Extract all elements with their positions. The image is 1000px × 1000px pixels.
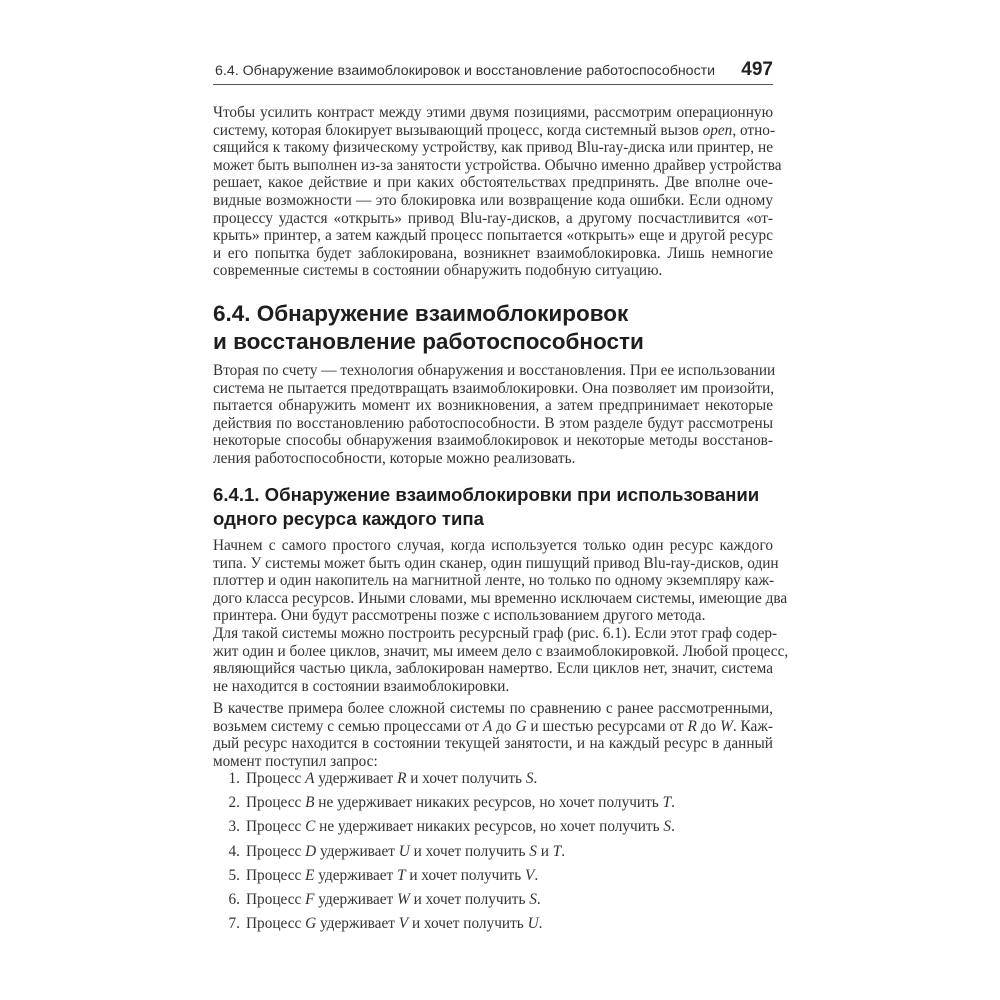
subsection-paragraph-3: [213, 700, 773, 770]
text-run: Процесс: [246, 915, 306, 933]
text-run: до: [492, 717, 516, 735]
list-number: 4.: [228, 842, 240, 860]
text-run: и хочет получить: [406, 770, 526, 787]
section-paragraph: [213, 362, 776, 468]
italic-term: A: [305, 770, 315, 787]
list-number: 5.: [228, 866, 240, 884]
text-line: жит один и более циклов, значит, мы имеем дело с взаимоблокировкой. Любой процесс,: [213, 642, 789, 660]
list-number: 1.: [228, 770, 240, 787]
list-number: 6.: [228, 890, 240, 908]
intro-paragraph: [213, 104, 782, 280]
italic-term: G: [305, 915, 317, 933]
list-item: [213, 818, 773, 842]
text-line: видные возможности — это блокировка или возвращение кода ошибки. Если одному: [213, 191, 773, 209]
text-run: удерживает: [314, 770, 398, 787]
italic-term: F: [305, 890, 315, 908]
subsection-heading-line1: 6.4.1. Обнаружение взаимоблокировки при использовании: [213, 484, 760, 505]
text-run: .: [538, 915, 543, 933]
text-line: современные системы в состоянии обнаружить подобную ситуацию.: [213, 262, 663, 280]
text-line: являющийся частью цикла, заблокирован намертво. Если циклов нет, значит, система: [213, 660, 773, 678]
text-line: плоттер и один накопитель на магнитной ленте, но только по одному экземпляру каж-: [213, 572, 775, 590]
text-run: Процесс: [246, 794, 306, 812]
list-item: [213, 794, 773, 818]
text-run: Процесс: [246, 866, 306, 884]
italic-term: D: [305, 842, 317, 860]
text-line: Для такой системы можно построить ресурсный граф (рис. 6.1). Если этот граф содер-: [213, 625, 778, 642]
italic-term: U: [527, 915, 539, 933]
text-line: дого класса ресурсов. Иными словами, мы временно исключаем системы, имеющие два: [213, 589, 788, 607]
text-run: и хочет получить: [405, 866, 526, 884]
italic-term: T: [662, 794, 672, 812]
italic-term: V: [398, 915, 409, 933]
list-text: [246, 843, 565, 860]
subsection-paragraph-2: [213, 625, 789, 695]
text-line: ления работоспособности, которые можно реализовать.: [213, 449, 576, 467]
text-line: не находится в состоянии взаимоблокировки.: [213, 677, 510, 695]
page-number: 497: [741, 59, 773, 80]
running-title: 6.4. Обнаружение взаимоблокировок и восстановление работоспособности: [215, 63, 716, 79]
text-run: Процесс: [246, 770, 306, 787]
section-heading-line1: 6.4. Обнаружение взаимоблокировок: [213, 301, 629, 326]
text-line: типа. У системы может быть один сканер, один пишущий привод Blu-ray-дисков, один: [213, 554, 779, 572]
italic-term: A: [482, 717, 493, 735]
italic-term: C: [305, 818, 316, 836]
text-run: не удерживает никаких ресурсов, но хочет получить: [315, 818, 664, 836]
list-item: [213, 891, 773, 915]
italic-term: R: [687, 717, 697, 735]
italic-term: W: [397, 890, 410, 908]
text-run: и хочет получить: [408, 915, 528, 933]
list-text: [246, 794, 675, 811]
list-item: [213, 915, 773, 939]
text-line: и его попытка будет заблокирована, возникнет взаимоблокировка. Лишь немногие: [213, 244, 773, 262]
text-run: .: [533, 770, 538, 787]
text-run: удерживает: [314, 866, 398, 884]
text-run: .: [561, 842, 566, 860]
text-run: удерживает: [316, 842, 399, 860]
text-line: принтера. Они будут рассмотрены позже с использованием другого метода.: [213, 607, 706, 625]
text-run: .: [534, 866, 539, 884]
italic-term: W: [720, 717, 733, 735]
text-line: момент поступил запрос:: [213, 752, 378, 770]
text-line: Начнем с самого простого случая, когда используется только один ресурс каждого: [213, 537, 773, 554]
list-text: [246, 867, 538, 884]
text-run: .: [536, 890, 541, 908]
text-run: и: [536, 842, 553, 860]
subsection-paragraph-1: [213, 537, 788, 625]
text-run: и хочет получить: [409, 890, 530, 908]
list-item: [213, 770, 773, 794]
subsection-heading: [213, 483, 759, 531]
text-run: . Каж-: [732, 717, 773, 735]
text-line: некоторые способы обнаружения взаимоблокировок и некоторые методы восстанов-: [213, 432, 773, 450]
text-line: [213, 121, 776, 140]
list-text: [246, 770, 537, 787]
text-line: пытается обнаружить момент их возникновения, а затем предпринимает некоторые: [213, 397, 773, 415]
italic-term: G: [515, 717, 527, 735]
list-text: [246, 891, 541, 908]
section-heading: [213, 300, 644, 356]
text-line: крыть» принтер, а затем каждый процесс попытается «открыть» еще и другой ресурс: [213, 227, 773, 245]
italic-term: open: [702, 121, 733, 139]
italic-term: V: [525, 866, 535, 884]
text-run: удерживает: [316, 915, 399, 933]
italic-term: E: [305, 866, 315, 884]
text-run: не удерживает никаких ресурсов, но хочет получить: [314, 794, 663, 812]
text-run: Процесс: [246, 890, 306, 908]
text-run: Процесс: [246, 818, 306, 836]
text-run: , отно-: [732, 121, 776, 139]
list-text: [246, 818, 675, 835]
text-run: и хочет получить: [409, 842, 530, 860]
text-line: дый ресурс находится в состоянии текущей занятости, и на каждый ресурс в данный: [213, 735, 773, 753]
list-item: [213, 867, 773, 891]
text-run: удерживает: [314, 890, 398, 908]
text-line: Чтобы усилить контраст между этими двумя позициями, рассмотрим операционную: [213, 104, 773, 121]
text-run: Процесс: [246, 842, 306, 860]
text-line: Вторая по счету — технология обнаружения и восстановления. При ее использовании: [213, 362, 776, 379]
italic-term: T: [397, 866, 406, 884]
text-line: действия по восстановлению работоспособности. В этом разделе будут рассмотрены: [213, 414, 773, 432]
running-header: [213, 60, 773, 85]
text-run: возьмем систему с семью процессами от: [213, 717, 483, 735]
text-run: и шестью ресурсами от: [526, 717, 688, 735]
text-line: может быть выполнен из-за занятости устройства. Обычно именно драйвер устройства: [213, 156, 782, 174]
italic-term: S: [525, 770, 534, 787]
text-run: систему, которая блокирует вызывающий процесс, когда системный вызов: [213, 121, 703, 139]
subsection-heading-line2: одного ресурса каждого типа: [213, 508, 484, 529]
list-item: [213, 843, 773, 867]
text-run: до: [696, 717, 721, 735]
text-line: решает, какое действие и при каких обстоятельствах предпринять. Две вполне оче-: [213, 174, 773, 192]
italic-term: S: [663, 818, 672, 836]
italic-term: B: [305, 794, 315, 812]
text-line: В качестве примера более сложной системы по сравнению с ранее рассмотренными,: [213, 700, 773, 717]
list-number: 2.: [228, 794, 240, 812]
italic-term: S: [529, 842, 537, 860]
italic-term: S: [529, 890, 537, 908]
list-text: [246, 915, 542, 932]
italic-term: R: [397, 770, 407, 787]
text-line: система не пытается предотвращать взаимоблокировки. Она позволяет им произойти,: [213, 379, 775, 397]
text-line: сящийся к такому физическому устройству, как привод Blu-ray-диска или принтер, не: [213, 139, 773, 157]
text-run: .: [671, 794, 675, 812]
text-run: .: [671, 818, 675, 836]
section-heading-line2: и восстановление работоспособности: [213, 329, 644, 354]
text-line: [213, 718, 773, 736]
list-number: 7.: [228, 915, 240, 933]
text-line: процессу удастся «открыть» привод Blu-ray-дисков, а другому посчастливится «от-: [213, 209, 773, 227]
process-list: [213, 770, 773, 939]
list-number: 3.: [228, 818, 240, 836]
italic-term: T: [552, 842, 562, 860]
italic-term: U: [398, 842, 410, 860]
